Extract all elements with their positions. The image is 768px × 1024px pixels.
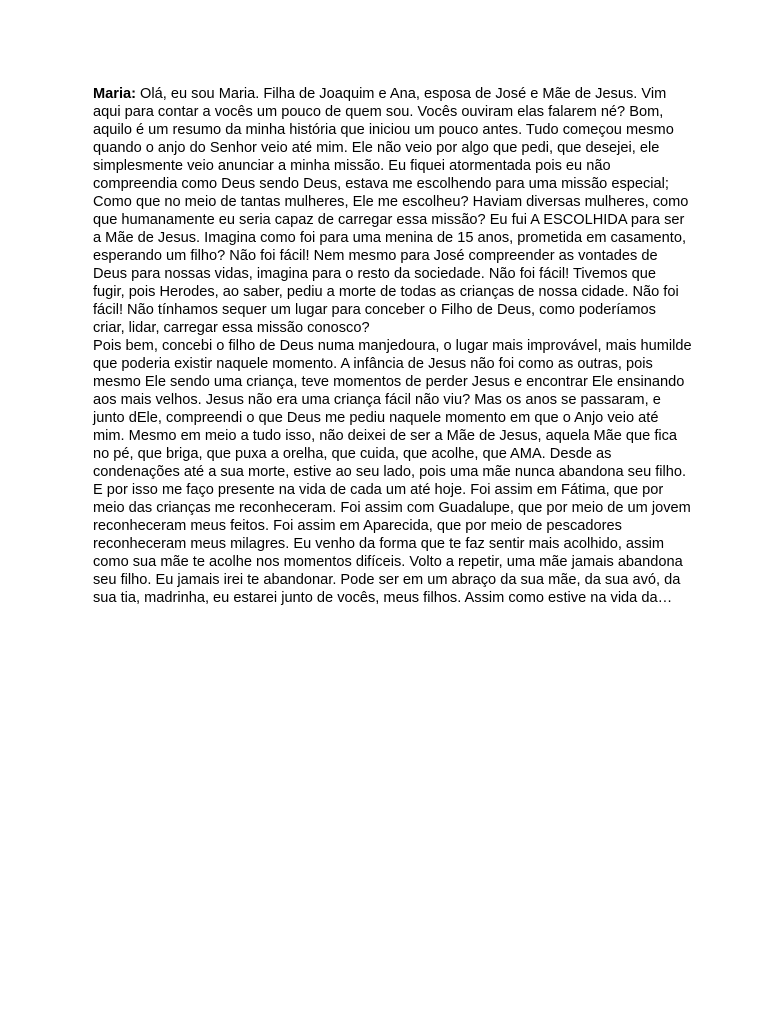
- text-line: Deus para nossas vidas, imagina para o resto da sociedade. Não foi fácil! Tivemos que: [93, 266, 656, 282]
- text-line: a Mãe de Jesus. Imagina como foi para uma menina de 15 anos, prometida em casamento,: [93, 230, 686, 246]
- text-line: aos mais velhos. Jesus não era uma criança fácil não viu? Mas os anos se passaram, e: [93, 392, 661, 408]
- text-line: reconheceram meus milagres. Eu venho da forma que te faz sentir mais acolhido, assim: [93, 536, 665, 552]
- text-line: compreendia como Deus sendo Deus, estava me escolhendo para uma missão especial;: [93, 176, 669, 192]
- text-line: mim. Mesmo em meio a tudo isso, não deixei de ser a Mãe de Jesus, aquela Mãe que fica: [93, 428, 678, 444]
- text-line: Como que no meio de tantas mulheres, Ele me escolheu? Haviam diversas mulheres, como: [93, 194, 689, 210]
- text-line: reconheceram meus feitos. Foi assim em Aparecida, que por meio de pescadores: [93, 518, 622, 534]
- text-line: como sua mãe te acolhe nos momentos difíceis. Volto a repetir, uma mãe jamais abandona: [93, 554, 683, 570]
- text-line: aqui para contar a vocês um pouco de quem sou. Vocês ouviram elas falarem né? Bom,: [93, 104, 664, 120]
- text-line: esperando um filho? Não foi fácil! Nem mesmo para José compreender as vontades de: [93, 248, 658, 264]
- text-line: quando o anjo do Senhor veio até mim. Ele não veio por algo que pedi, que desejei, ele: [93, 140, 660, 156]
- text-line: junto dEle, compreendi o que Deus me pediu naquele momento em que o Anjo veio até: [93, 410, 659, 426]
- monologue-text: [93, 85, 692, 607]
- text-line: condenações até a sua morte, estive ao seu lado, pois uma mãe nunca abandona seu filho.: [93, 464, 687, 480]
- speaker-name: Maria:: [93, 86, 136, 102]
- text-line: fácil! Não tínhamos sequer um lugar para conceber o Filho de Deus, como poderíamos: [93, 302, 656, 318]
- text-line: que poderia existir naquele momento. A infância de Jesus não foi como as outras, pois: [93, 356, 653, 372]
- text-line: Pois bem, concebi o filho de Deus numa manjedoura, o lugar mais improvável, mais humilde: [93, 338, 692, 354]
- text-line: sua tia, madrinha, eu estarei junto de vocês, meus filhos. Assim como estive na vida da…: [93, 590, 673, 606]
- text-line: criar, lidar, carregar essa missão conosco?: [93, 320, 370, 336]
- text-line: meio das crianças me reconheceram. Foi assim com Guadalupe, que por meio de um jovem: [93, 500, 691, 516]
- text-line: mesmo Ele sendo uma criança, teve momentos de perder Jesus e encontrar Ele ensinando: [93, 374, 685, 390]
- text-line-content: Olá, eu sou Maria. Filha de Joaquim e Ana, esposa de José e Mãe de Jesus. Vim: [135, 86, 667, 102]
- text-line: E por isso me faço presente na vida de cada um até hoje. Foi assim em Fátima, que por: [93, 482, 664, 498]
- text-line: que humanamente eu seria capaz de carregar essa missão? Eu fui A ESCOLHIDA para ser: [93, 212, 685, 228]
- text-line: no pé, que briga, que puxa a orelha, que cuida, que acolhe, que AMA. Desde as: [93, 446, 612, 462]
- text-line: fugir, pois Herodes, ao saber, pediu a morte de todas as crianças de nossa cidade. Não foi: [93, 284, 679, 300]
- text-line: aquilo é um resumo da minha história que iniciou um pouco antes. Tudo começou mesmo: [93, 122, 674, 138]
- text-line: [93, 85, 683, 103]
- text-line: simplesmente veio anunciar a minha missão. Eu fiquei atormentada pois eu não: [93, 158, 611, 174]
- text-line: seu filho. Eu jamais irei te abandonar. Pode ser em um abraço da sua mãe, da sua avó, da: [93, 572, 681, 588]
